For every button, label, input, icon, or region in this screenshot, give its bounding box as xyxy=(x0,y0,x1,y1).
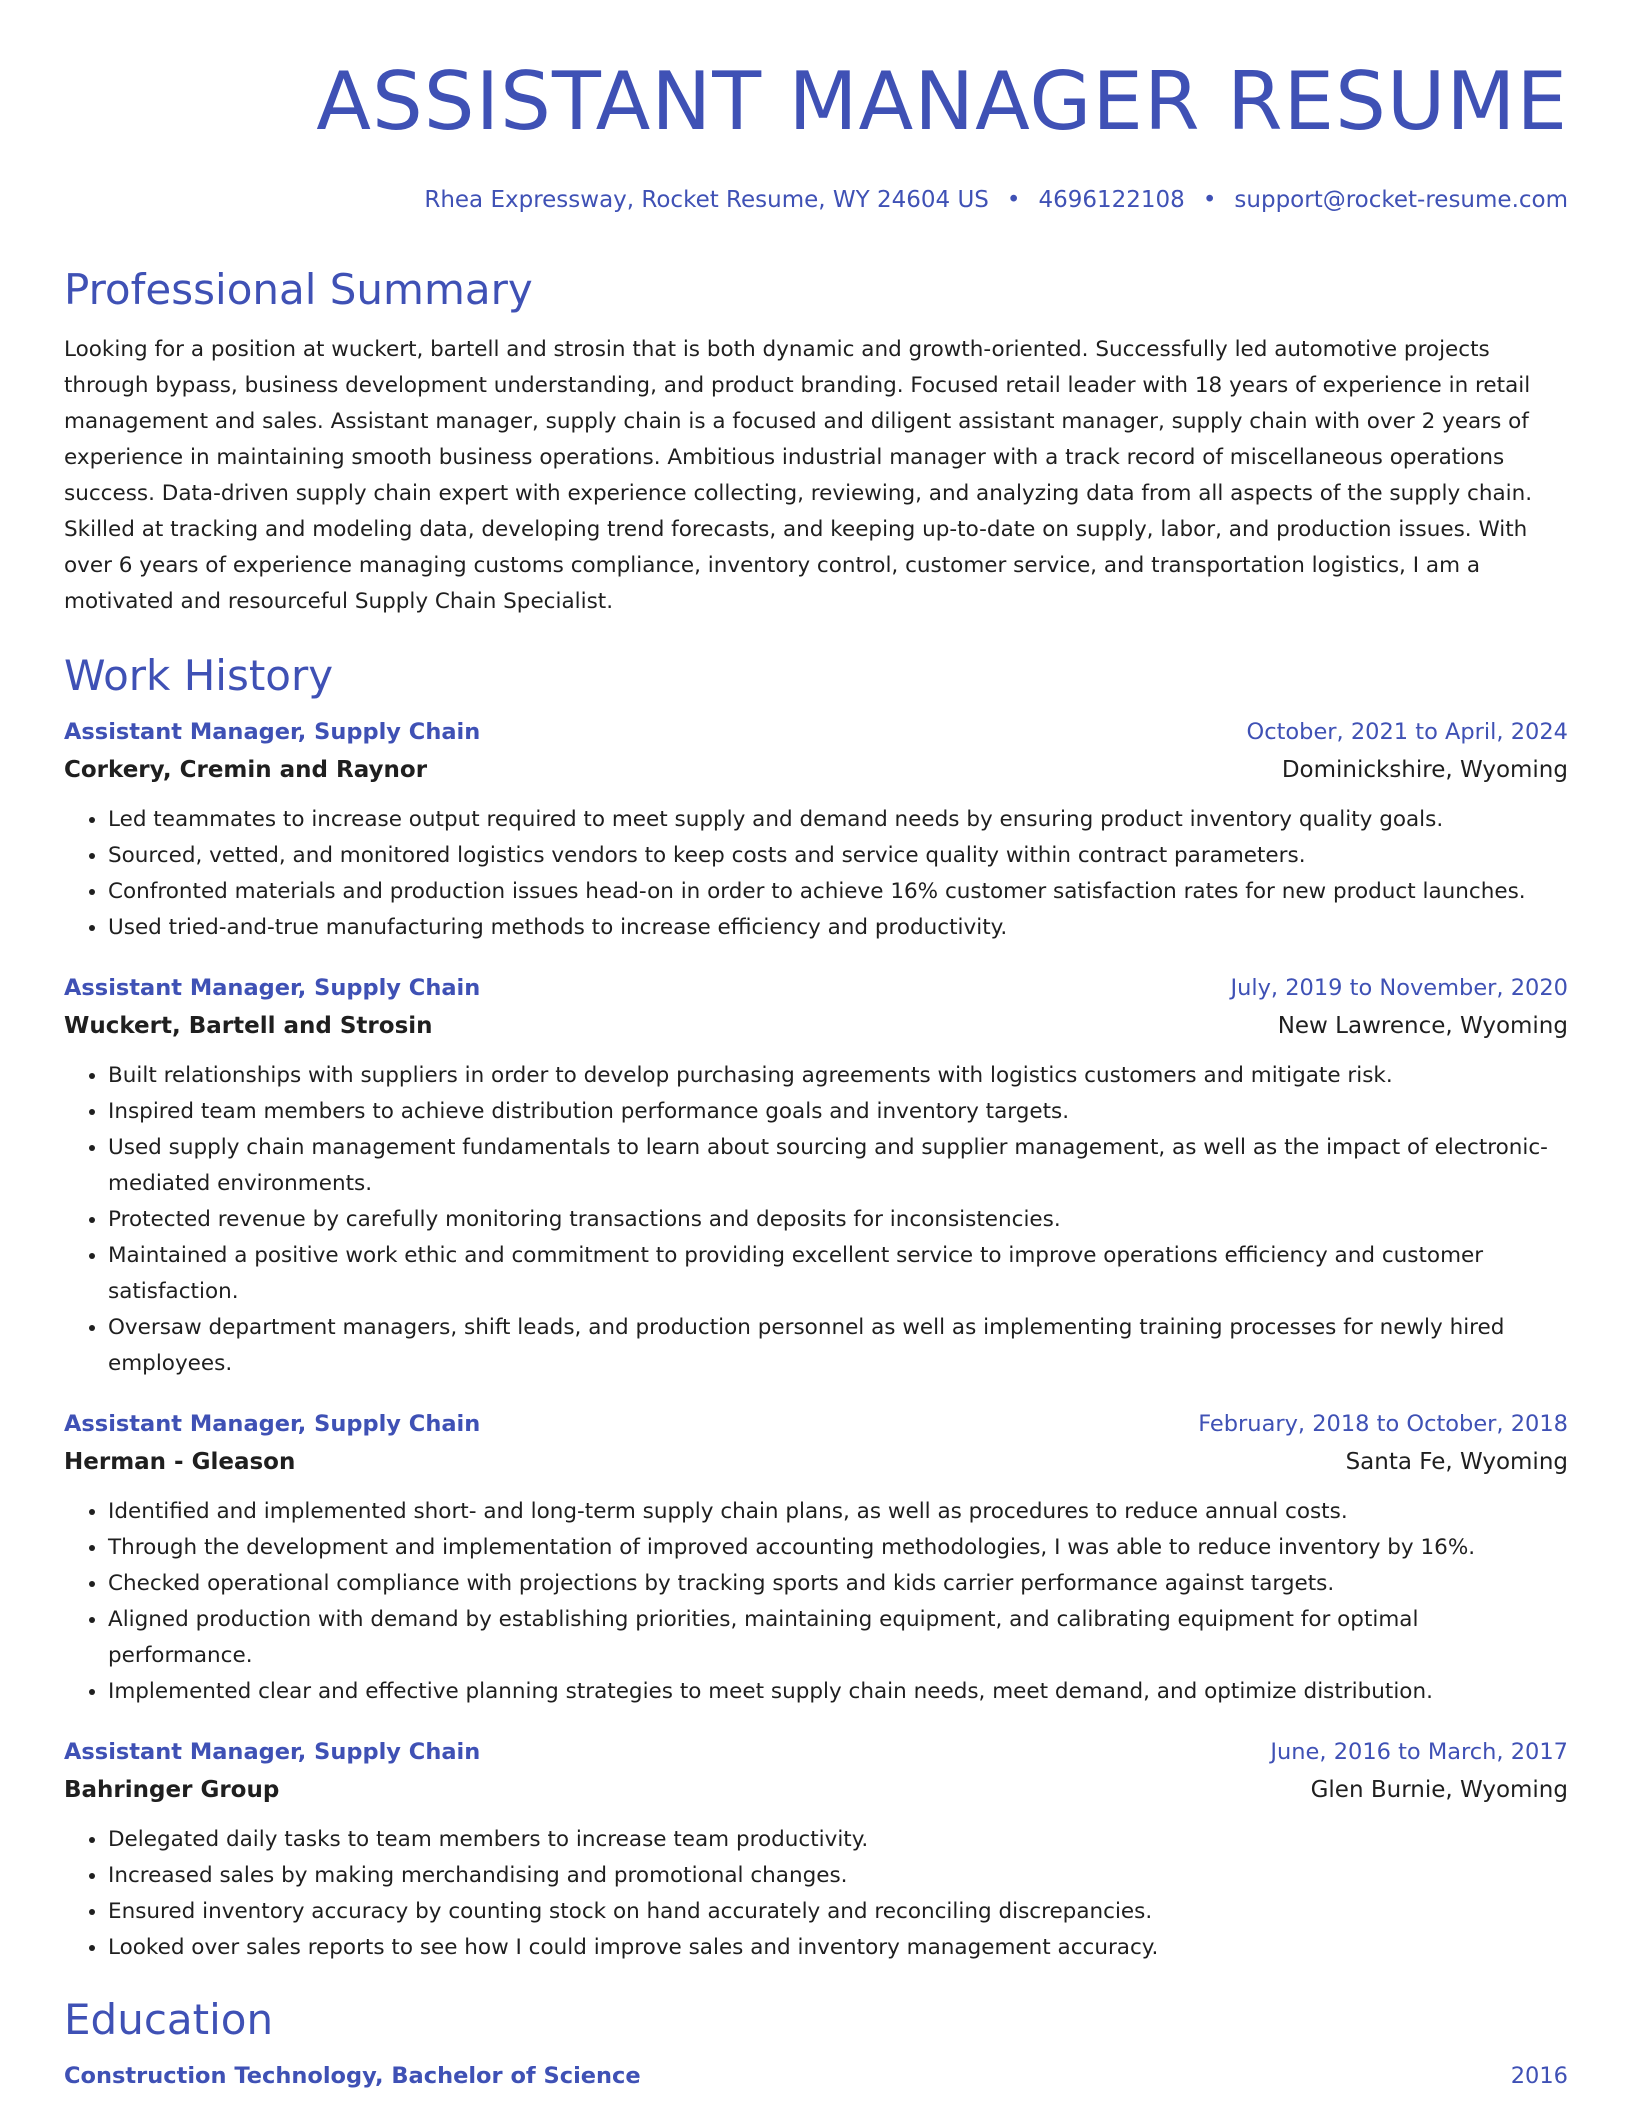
resume-title: ASSISTANT MANAGER RESUME xyxy=(316,55,1568,148)
job-bullet-list xyxy=(64,1822,1568,1966)
job-bullet-list xyxy=(64,1494,1568,1710)
job-bullet: • Through the development and implementation of improved accounting methodologies, I was able to reduce inventory by 16%. xyxy=(108,1530,1568,1566)
job-entry xyxy=(64,972,1568,1382)
resume-page xyxy=(64,0,1568,2092)
job-bullet: • Led teammates to increase output required to meet supply and demand needs by ensuring product inventory quality goals. xyxy=(108,802,1568,838)
job-title: Assistant Manager, Supply Chain xyxy=(64,1739,481,1765)
job-bullet: • Maintained a positive work ethic and commitment to providing excellent service to improve operations efficiency and customer satisfaction. xyxy=(108,1238,1568,1310)
education-degree: Construction Technology, Bachelor of Science xyxy=(64,2063,641,2089)
job-entry xyxy=(64,716,1568,946)
job-bullet-list xyxy=(64,1058,1568,1382)
job-bullet: • Checked operational compliance with projections by tracking sports and kids carrier performance against targets. xyxy=(108,1566,1568,1602)
job-title: Assistant Manager, Supply Chain xyxy=(64,975,481,1001)
contact-line xyxy=(64,186,1568,214)
job-bullet: • Confronted materials and production issues head-on in order to achieve 16% customer satisfaction rates for new product launches. xyxy=(108,874,1568,910)
job-bullet: • Delegated daily tasks to team members to increase team productivity. xyxy=(108,1822,1568,1858)
job-dates: February, 2018 to October, 2018 xyxy=(1198,1411,1568,1437)
job-location: Santa Fe, Wyoming xyxy=(1345,1449,1568,1475)
job-bullet: • Built relationships with suppliers in order to develop purchasing agreements with logistics customers and mitigate risk. xyxy=(108,1058,1568,1094)
job-bullet: • Protected revenue by carefully monitoring transactions and deposits for inconsistencies. xyxy=(108,1202,1568,1238)
job-company: Corkery, Cremin and Raynor xyxy=(64,757,428,783)
job-title: Assistant Manager, Supply Chain xyxy=(64,719,481,745)
contact-address: Rhea Expressway, Rocket Resume, WY 24604 US xyxy=(424,187,989,213)
job-entry xyxy=(64,1736,1568,1966)
job-bullet: • Identified and implemented short- and long-term supply chain plans, as well as procedures to reduce annual costs. xyxy=(108,1494,1568,1530)
job-company: Herman - Gleason xyxy=(64,1449,296,1475)
job-location: New Lawrence, Wyoming xyxy=(1277,1013,1568,1039)
job-company: Wuckert, Bartell and Strosin xyxy=(64,1013,433,1039)
section-heading-work-history: Work History xyxy=(64,651,334,700)
job-bullet: • Aligned production with demand by establishing priorities, maintaining equipment, and calibrating equipment for optimal performance. xyxy=(108,1602,1568,1674)
job-bullet: • Ensured inventory accuracy by counting stock on hand accurately and reconciling discrepancies. xyxy=(108,1894,1568,1930)
contact-separator: • xyxy=(1006,187,1021,213)
job-bullet: • Used tried-and-true manufacturing methods to increase efficiency and productivity. xyxy=(108,910,1568,946)
job-company: Bahringer Group xyxy=(64,1777,280,1803)
job-dates: July, 2019 to November, 2020 xyxy=(1230,975,1568,1001)
job-bullet: • Sourced, vetted, and monitored logistics vendors to keep costs and service quality within contract parameters. xyxy=(108,838,1568,874)
contact-separator: • xyxy=(1202,187,1217,213)
education-entry xyxy=(64,2060,1568,2092)
job-bullet: • Increased sales by making merchandising and promotional changes. xyxy=(108,1858,1568,1894)
section-heading-summary: Professional Summary xyxy=(64,265,533,314)
section-heading-education: Education xyxy=(64,1995,274,2044)
job-entry xyxy=(64,1408,1568,1710)
job-title: Assistant Manager, Supply Chain xyxy=(64,1411,481,1437)
job-bullet: • Oversaw department managers, shift leads, and production personnel as well as implementing training processes for newly hired employees. xyxy=(108,1310,1568,1382)
job-dates: October, 2021 to April, 2024 xyxy=(1246,719,1568,745)
contact-phone: 4696122108 xyxy=(1038,187,1185,213)
job-bullet: • Looked over sales reports to see how I could improve sales and inventory management accuracy. xyxy=(108,1930,1568,1966)
job-bullet: • Inspired team members to achieve distribution performance goals and inventory targets. xyxy=(108,1094,1568,1130)
job-bullet: • Implemented clear and effective planning strategies to meet supply chain needs, meet demand, and optimize distribution. xyxy=(108,1674,1568,1710)
job-location: Glen Burnie, Wyoming xyxy=(1310,1777,1568,1803)
summary-paragraph: Looking for a position at wuckert, bartell and strosin that is both dynamic and growth-oriented. Successfully led automotive projects through bypass, business development understanding, and product branding. Focused retail leader with 18 years of experience in retail management and sales. Assistant manager, supply chain is a focused and diligent assistant manager, supply chain with over 2 years of experience in maintaining smooth business operations. Ambitious industrial manager with a track record of miscellaneous operations success. Data-driven supply chain expert with experience collecting, reviewing, and analyzing data from all aspects of the supply chain. Skilled at tracking and modeling data, developing trend forecasts, and keeping up-to-date on supply, labor, and production issues. With over 6 years of experience managing customs compliance, inventory control, customer service, and transportation logistics, I am a motivated and resourceful Supply Chain Specialist. xyxy=(64,337,1533,614)
job-bullet-list xyxy=(64,802,1568,946)
job-bullet: • Used supply chain management fundamentals to learn about sourcing and supplier management, as well as the impact of electronic-mediated environments. xyxy=(108,1130,1568,1202)
job-location: Dominickshire, Wyoming xyxy=(1281,757,1568,783)
contact-email: support@rocket-resume.com xyxy=(1234,187,1568,213)
job-dates: June, 2016 to March, 2017 xyxy=(1270,1739,1568,1765)
education-year: 2016 xyxy=(1510,2063,1568,2089)
